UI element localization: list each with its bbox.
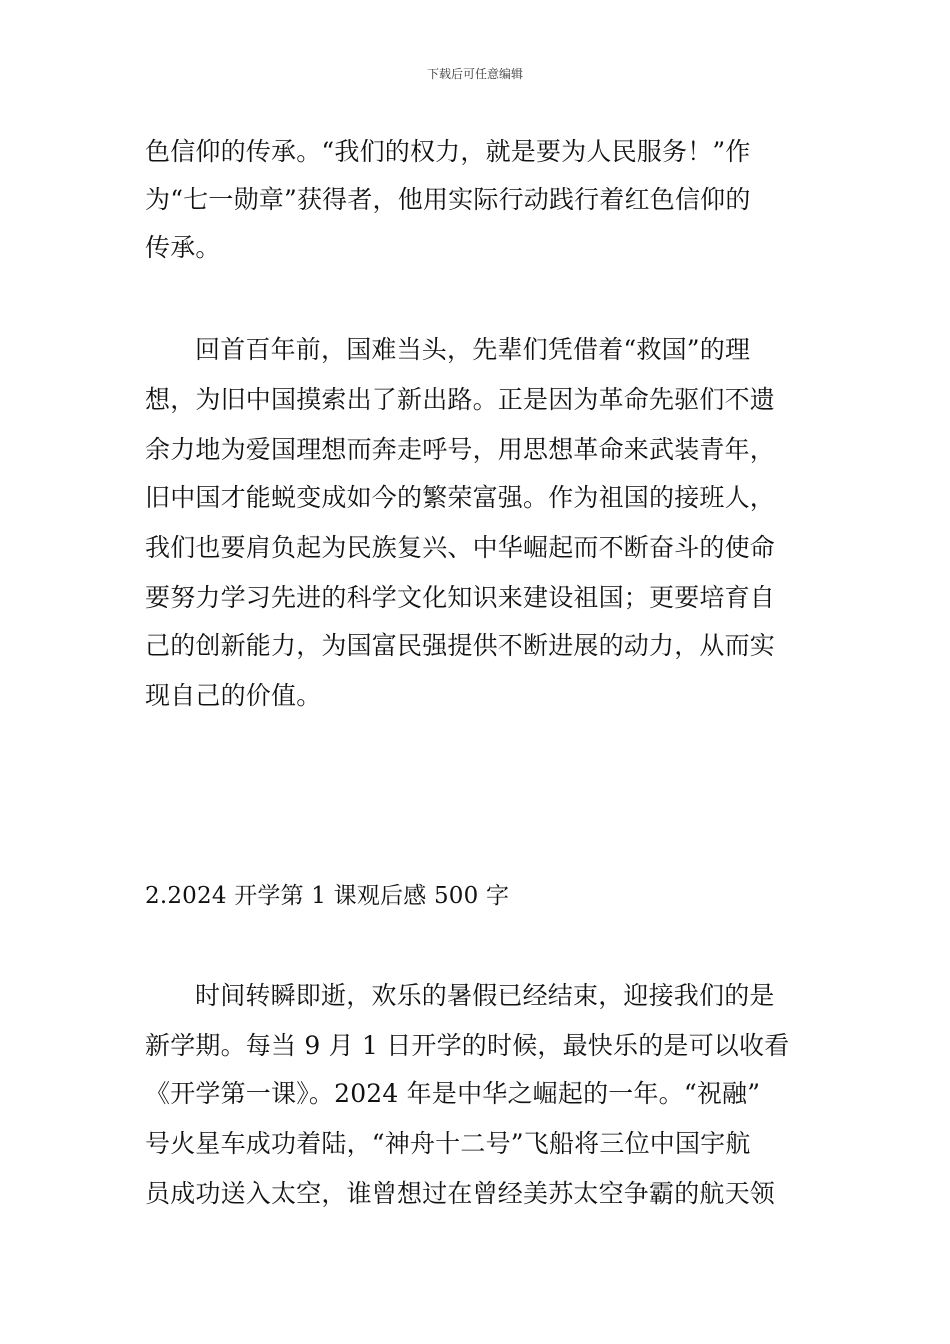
paragraph-line: 传承。	[145, 233, 221, 262]
section-heading: 2.2024 开学第 1 课观后感 500 字	[145, 883, 510, 909]
paragraph-line: 余力地为爱国理想而奔走呼号，用思想革命来武装青年，	[145, 435, 776, 464]
paragraph-line: 色信仰的传承。“我们的权力，就是要为人民服务！”作	[145, 137, 751, 166]
paragraph-line: 《开学第一课》。2024 年是中华之崛起的一年。“祝融”	[145, 1079, 761, 1108]
paragraph-line: 新学期。每当 9 月 1 日开学的时候，最快乐的是可以收看	[145, 1031, 790, 1060]
paragraph-line: 时间转瞬即逝，欢乐的暑假已经结束，迎接我们的是	[195, 981, 775, 1010]
paragraph-line: 员成功送入太空，谁曾想过在曾经美苏太空争霸的航天领	[145, 1179, 776, 1208]
paragraph-line: 号火星车成功着陆，“神舟十二号”飞船将三位中国宇航	[145, 1129, 751, 1158]
paragraph-line: 回首百年前，国难当头，先辈们凭借着“救国”的理	[195, 335, 751, 364]
paragraph-line: 我们也要肩负起为民族复兴、中华崛起而不断奋斗的使命	[145, 533, 776, 562]
paragraph-line: 为“七一勋章”获得者，他用实际行动践行着红色信仰的	[145, 185, 751, 214]
page-header: 下载后可任意编辑	[426, 67, 523, 81]
paragraph-line: 己的创新能力，为国富民强提供不断进展的动力，从而实	[145, 631, 776, 660]
paragraph-line: 想，为旧中国摸索出了新出路。正是因为革命先驱们不遗	[145, 385, 776, 414]
paragraph-line: 旧中国才能蜕变成如今的繁荣富强。作为祖国的接班人，	[145, 483, 776, 512]
paragraph-line: 要努力学习先进的科学文化知识来建设祖国；更要培育自	[145, 583, 776, 612]
paragraph-line: 现自己的价值。	[145, 681, 322, 710]
